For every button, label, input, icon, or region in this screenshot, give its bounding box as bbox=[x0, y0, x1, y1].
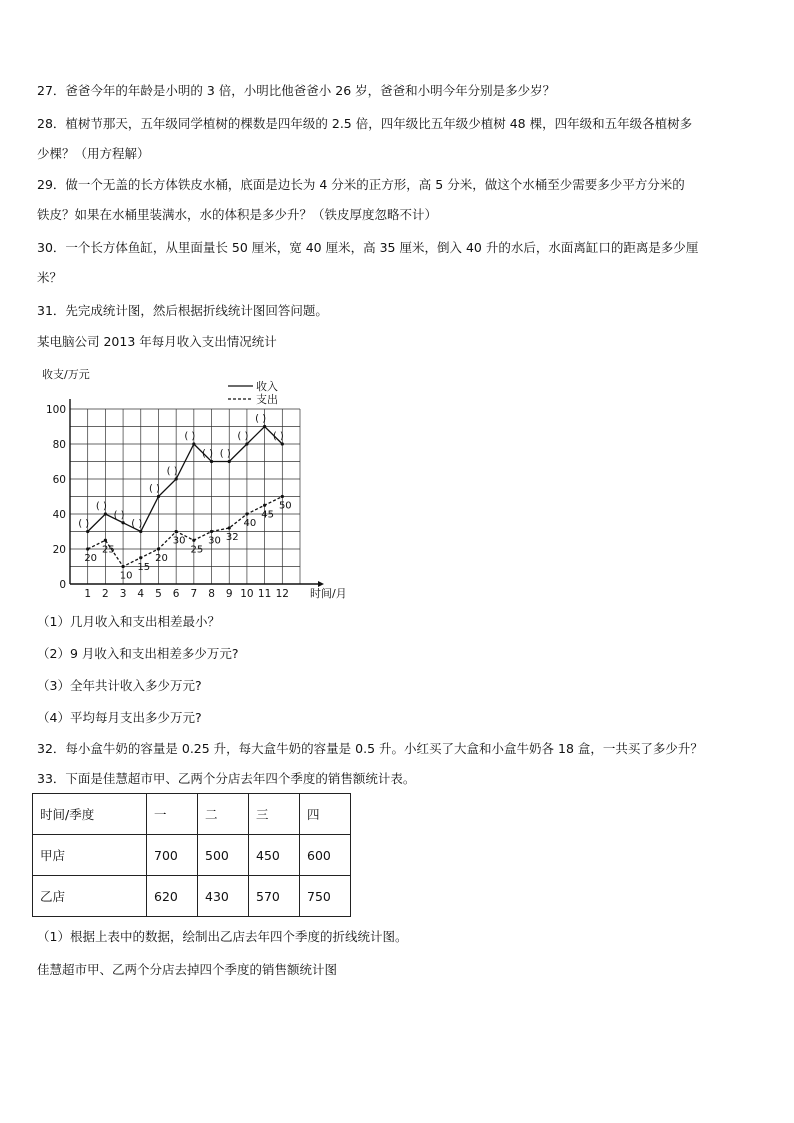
x-tick-label: 7 bbox=[190, 588, 198, 600]
income-data-label: ( ) bbox=[184, 431, 196, 442]
table-cell: 500 bbox=[198, 835, 249, 876]
income-data-label: ( ) bbox=[219, 448, 231, 460]
table-header-cell: 一 bbox=[147, 794, 198, 835]
expense-point bbox=[175, 530, 178, 533]
table-header-row bbox=[33, 794, 351, 835]
table-header-cell: 二 bbox=[198, 794, 249, 835]
table-header-cell: 时间/季度 bbox=[33, 794, 147, 835]
x-tick-label: 8 bbox=[208, 588, 215, 600]
expense-data-label: 10 bbox=[119, 570, 133, 582]
question-33-sub-1: （1）根据上表中的数据，绘制出乙店去年四个季度的折线统计图。 bbox=[37, 929, 408, 944]
expense-data-label: 40 bbox=[243, 518, 257, 529]
income-point bbox=[104, 512, 107, 515]
table-cell: 620 bbox=[147, 876, 198, 917]
income-point bbox=[263, 425, 266, 428]
expense-data-label: 50 bbox=[278, 500, 292, 512]
income-data-label: ( ) bbox=[113, 509, 125, 521]
legend-income-label: 收入 bbox=[256, 380, 278, 393]
table-cell: 450 bbox=[249, 835, 300, 876]
expense-data-label: 30 bbox=[172, 535, 186, 547]
y-tick-label: 100 bbox=[45, 404, 66, 416]
question-31-sub-2: （2）9 月收入和支出相差多少万元? bbox=[37, 646, 239, 661]
x-tick-label: 2 bbox=[102, 588, 109, 600]
table-row bbox=[33, 835, 351, 876]
expense-point bbox=[121, 565, 124, 568]
income-point bbox=[157, 495, 160, 498]
expense-data-label: 25 bbox=[190, 544, 204, 556]
question-33: 33．下面是佳慧超市甲、乙两个分店去年四个季度的销售额统计表。 bbox=[37, 771, 416, 786]
legend-expense-label: 支出 bbox=[256, 393, 278, 406]
question-31: 31．先完成统计图，然后根据折线统计图回答问题。 bbox=[37, 303, 328, 318]
income-point bbox=[86, 530, 89, 533]
question-31-sub-1: （1）几月收入和支出相差最小？ bbox=[37, 614, 220, 629]
table-cell: 430 bbox=[198, 876, 249, 917]
table-cell: 570 bbox=[249, 876, 300, 917]
expense-data-label: 45 bbox=[261, 509, 274, 521]
expense-data-label: 15 bbox=[137, 561, 151, 573]
expense-point bbox=[228, 526, 231, 529]
question-31-sub-3: （3）全年共计收入多少万元? bbox=[37, 678, 202, 693]
expense-point bbox=[245, 512, 248, 515]
x-tick-label: 9 bbox=[225, 588, 233, 600]
x-tick-label: 1 bbox=[84, 588, 92, 600]
question-29: 29．做一个无盖的长方体铁皮水桶，底面是边长为 4 分米的正方形，高 5 分米，做这个水桶至少需要多少平方分米的 bbox=[37, 177, 685, 192]
income-point bbox=[245, 442, 248, 445]
x-tick-label: 12 bbox=[275, 588, 289, 600]
y-tick-label: 0 bbox=[59, 579, 66, 591]
y-axis-label: 收支/万元 bbox=[42, 368, 90, 381]
question-27: 27．爸爸今年的年龄是小明的 3 倍，小明比他爸爸小 26 岁，爸爸和小明今年分别是多少岁？ bbox=[37, 83, 556, 98]
question-33-chart-title: 佳慧超市甲、乙两个分店去掉四个季度的销售额统计图 bbox=[37, 962, 338, 977]
expense-point bbox=[104, 539, 107, 542]
question-28-cont: 少棵？（用方程解） bbox=[37, 146, 150, 161]
x-axis-label: 时间/月 bbox=[310, 587, 347, 600]
income-point bbox=[192, 442, 195, 445]
expense-data-label: 30 bbox=[208, 535, 221, 547]
income-point bbox=[121, 521, 124, 524]
x-tick-label: 5 bbox=[155, 588, 162, 600]
expense-point bbox=[192, 539, 195, 542]
table-cell: 600 bbox=[300, 835, 351, 876]
income-data-label: ( ) bbox=[131, 518, 143, 530]
question-32: 32．每小盒牛奶的容量是 0.25 升，每大盒牛奶的容量是 0.5 升。小红买了大盒和小盒牛奶各 18 盒，一共买了多少升？ bbox=[37, 741, 703, 756]
y-tick-label: 80 bbox=[52, 439, 66, 451]
expense-point bbox=[157, 547, 160, 550]
income-point bbox=[210, 460, 213, 463]
expense-point bbox=[86, 547, 89, 550]
income-data-label: ( ) bbox=[78, 518, 90, 530]
income-data-label: ( ) bbox=[95, 501, 107, 512]
income-point bbox=[228, 460, 231, 463]
income-data-label: ( ) bbox=[237, 431, 249, 442]
y-tick-label: 60 bbox=[52, 474, 66, 486]
expense-data-label: 25 bbox=[102, 544, 115, 556]
question-30: 30．一个长方体鱼缸，从里面量长 50 厘米，宽 40 厘米，高 35 厘米，倒入 40 升的水后，水面离缸口的距离是多少厘 bbox=[37, 240, 699, 255]
table-header-cell: 三 bbox=[249, 794, 300, 835]
line-chart-svg bbox=[38, 364, 347, 609]
income-data-label: ( ) bbox=[166, 466, 178, 477]
question-30-cont: 米？ bbox=[37, 270, 63, 285]
expense-point bbox=[139, 556, 142, 559]
expense-data-label: 20 bbox=[84, 553, 98, 564]
income-point bbox=[175, 477, 178, 480]
question-28: 28．植树节那天，五年级同学植树的棵数是四年级的 2.5 倍，四年级比五年级少植树 48 棵，四年级和五年级各植树多 bbox=[37, 116, 693, 131]
income-data-label: ( ) bbox=[202, 448, 214, 460]
question-29-cont: 铁皮？如果在水桶里装满水，水的体积是多少升？（铁皮厚度忽略不计） bbox=[37, 207, 438, 222]
table-header-cell: 四 bbox=[300, 794, 351, 835]
x-tick-label: 10 bbox=[240, 588, 254, 600]
y-tick-label: 40 bbox=[52, 509, 66, 521]
y-tick-label: 20 bbox=[52, 544, 66, 556]
expense-data-label: 20 bbox=[155, 553, 168, 564]
table-cell: 甲店 bbox=[33, 835, 147, 876]
x-tick-label: 11 bbox=[257, 588, 272, 600]
table-cell: 700 bbox=[147, 835, 198, 876]
income-point bbox=[281, 442, 284, 445]
table-cell: 750 bbox=[300, 876, 351, 917]
expense-point bbox=[281, 495, 284, 498]
table-row bbox=[33, 876, 351, 917]
income-point bbox=[139, 530, 142, 533]
table-cell: 乙店 bbox=[33, 876, 147, 917]
expense-point bbox=[263, 504, 266, 507]
sales-table bbox=[32, 793, 351, 917]
chart-title: 某电脑公司 2013 年每月收入支出情况统计 bbox=[37, 334, 277, 349]
income-data-label: ( ) bbox=[148, 483, 160, 495]
income-data-label: ( ) bbox=[255, 413, 267, 425]
question-31-sub-4: （4）平均每月支出多少万元? bbox=[37, 710, 202, 725]
expense-data-label: 32 bbox=[225, 532, 239, 543]
income-data-label: ( ) bbox=[272, 431, 284, 442]
expense-point bbox=[210, 530, 213, 533]
x-tick-label: 4 bbox=[137, 588, 145, 600]
income-expense-chart bbox=[38, 364, 347, 609]
x-tick-label: 3 bbox=[119, 588, 127, 600]
x-tick-label: 6 bbox=[172, 588, 180, 600]
